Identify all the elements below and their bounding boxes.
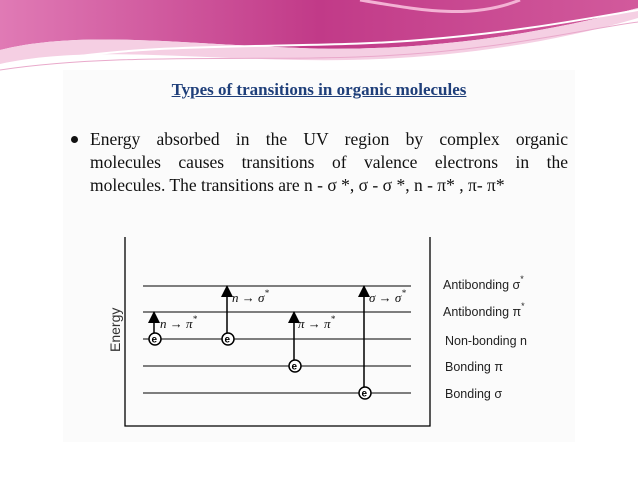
bullet-text (90, 128, 568, 197)
level-label: Bonding σ (445, 387, 503, 401)
level-label: Antibonding π* (443, 301, 525, 319)
electron-icon (149, 333, 161, 346)
electron-icon (222, 333, 234, 346)
level-label: Bonding π (445, 360, 503, 374)
transition-label: σ → σ* (369, 288, 406, 305)
level-label: Antibonding σ* (443, 274, 524, 292)
energy-level-diagram (95, 232, 565, 432)
energy-axis-label: Energy (107, 307, 123, 352)
decorative-banner (0, 0, 638, 80)
svg-text:e: e (291, 361, 298, 373)
bullet-line: molecules. The transitions are n - σ *, σ - σ *, n - π* , π- π* (90, 175, 505, 195)
level-label: Non-bonding n (445, 334, 528, 348)
svg-text:e: e (361, 388, 368, 400)
transition-label: π → π* (298, 314, 336, 331)
transition-label: n → π* (160, 314, 198, 331)
transition-label: n → σ* (232, 288, 269, 305)
diagram-frame (125, 237, 430, 426)
electron-icon (289, 360, 301, 373)
bullet-icon (71, 136, 78, 143)
slide-title: Types of transitions in organic molecules (171, 80, 467, 99)
bullet-line: Energy absorbed in the UV region by complex organic (90, 129, 568, 149)
bullet-line: molecules causes transitions of valence electrons in the (90, 152, 568, 172)
electron-icon (359, 387, 371, 400)
svg-text:e: e (224, 334, 231, 346)
svg-text:e: e (151, 334, 158, 346)
